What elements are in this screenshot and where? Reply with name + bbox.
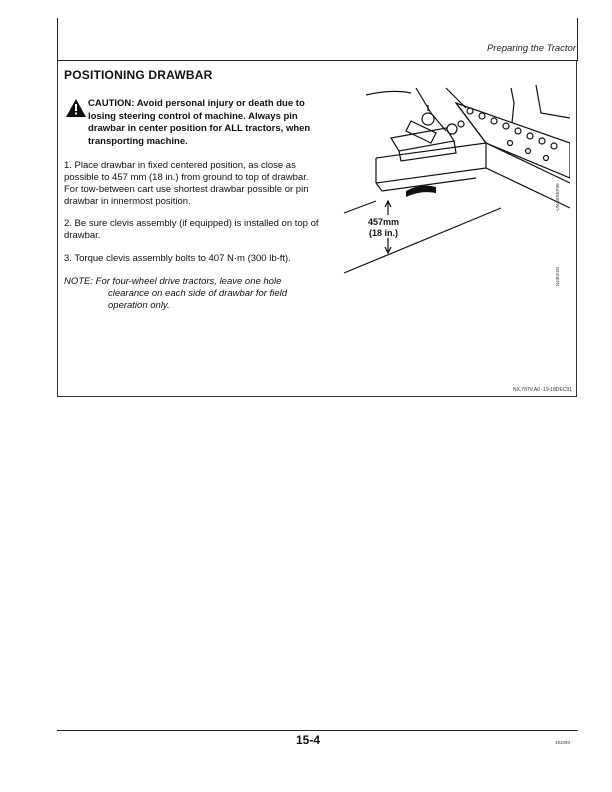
dimension-label: [368, 217, 399, 239]
section-title: POSITIONING DRAWBAR: [64, 68, 213, 82]
header-rule-right: [577, 18, 578, 60]
reference-code: NX,787V,A0 -19-18DEC91: [512, 387, 572, 393]
dimension-metric: 457mm: [368, 217, 400, 227]
illustration-side-code-1: -UN-28SEP90: [555, 183, 560, 212]
header-rule-left: [57, 18, 58, 60]
caution-message: CAUTION: Avoid personal injury or death due to losing steering control of machine. Always pin drawbar in center position for ALL tractors, when transporting machine.: [88, 98, 311, 147]
page-number: 15-4: [296, 733, 321, 747]
drawbar-illustration: [336, 83, 570, 283]
note-text: NOTE: For four-wheel drive tractors, leave one hole clearance on each side of drawbar for field operation only.: [64, 276, 288, 311]
footer-rule: [57, 730, 578, 731]
warning-triangle-icon: [66, 99, 86, 117]
step-2: 2. Be sure clevis assembly (if equipped) is installed on top of drawbar.: [64, 218, 319, 241]
step-1: 1. Place drawbar in fixed centered position, as close as possible to 457 mm (18 in.) from ground to top of drawbar. For tow-between cart use shortest drawbar possible or pin drawbar in innermost position.: [64, 160, 309, 207]
illustration-side-code-2: N43074N: [555, 266, 560, 286]
print-code: 191093: [555, 740, 571, 745]
page-header-title: Preparing the Tractor: [486, 43, 576, 54]
step-3: 3. Torque clevis assembly bolts to 407 N·m (300 lb-ft).: [64, 253, 291, 264]
dimension-imperial: (18 in.): [369, 228, 399, 238]
